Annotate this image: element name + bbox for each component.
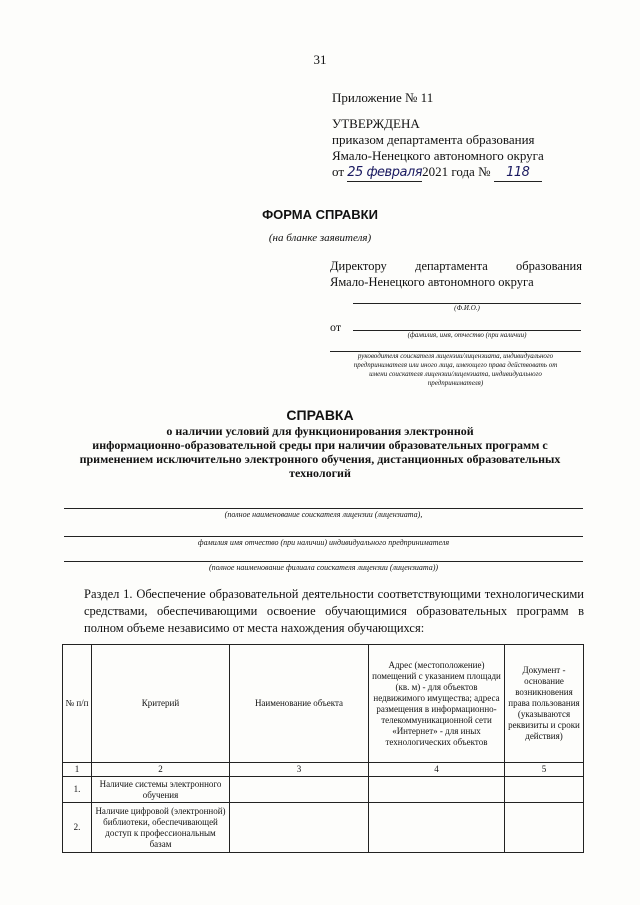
row-num: 1.: [63, 777, 92, 803]
approval-year: 2021 года №: [422, 164, 491, 179]
table-number-row: [63, 763, 584, 777]
row-criterion: Наличие системы электронного обучения: [92, 777, 230, 803]
from-caption: (фамилия, имя, отчество (при наличии): [407, 331, 527, 339]
row-criterion: Наличие цифровой (электронной) библиотеки, обеспечивающей доступ к профессиональным базам: [92, 803, 230, 853]
form-subtitle: (на бланке заявителя): [268, 232, 372, 244]
role-caption: руководителя соискателя лицензии/лицензиата, индивидуального предпринимателя или иного лица, имеющего права действовать от имени соискателя лицензии/лицензиата, индивидуального предпринимателя): [353, 352, 558, 387]
handwritten-date: 25 февраля: [347, 165, 423, 180]
approval-date-line: от 25 февраля2021 года № 118: [332, 164, 632, 182]
spravka-subtitle: о наличии условий для функционирования электронной информационно-образовательной среды при наличии образовательных программ с применением исключительно электронного обучения, дистанционных образовательных технологий: [79, 424, 561, 480]
header-object-name: Наименование объекта: [230, 645, 369, 763]
row-document[interactable]: [505, 803, 584, 853]
criteria-table: [62, 644, 584, 853]
header-num: № п/п: [63, 645, 92, 763]
col-number: 4: [369, 763, 505, 777]
row-address[interactable]: [369, 803, 505, 853]
fio-caption: (Ф.И.О.): [454, 304, 480, 312]
full-name-caption: (полное наименование соискателя лицензии (лицензиата),: [224, 510, 423, 519]
table-row: [63, 777, 584, 803]
approved-label: УТВЕРЖДЕНА: [332, 116, 420, 131]
header-document: Документ - основание возникновения права пользования (указываются реквизиты и сроки действия): [505, 645, 584, 763]
addressee-line-1: Директору департамента образования: [330, 259, 582, 273]
approval-line-1: приказом департамента образования: [332, 132, 535, 147]
entrepreneur-line: [64, 536, 583, 537]
table-row: [63, 803, 584, 853]
row-object-name[interactable]: [230, 777, 369, 803]
page-number: 31: [313, 52, 327, 67]
row-document[interactable]: [505, 777, 584, 803]
row-object-name[interactable]: [230, 803, 369, 853]
spravka-title: СПРАВКА: [286, 407, 354, 423]
approval-line-2: Ямало-Ненецкого автономного округа: [332, 148, 544, 163]
branch-caption: (полное наименование филиала соискателя лицензии (лицензиата)): [208, 563, 439, 572]
header-criterion: Критерий: [92, 645, 230, 763]
row-num: 2.: [63, 803, 92, 853]
approval-block: [332, 90, 632, 182]
full-name-line: [64, 508, 583, 509]
section-1-text: Раздел 1. Обеспечение образовательной деятельности соответствующими технологическими средствами, обеспечивающими освоение обучающимися образовательных программ в полном объеме независимо от места нахождения обучающихся:: [84, 587, 584, 635]
table-header-row: [63, 645, 584, 763]
col-number: 3: [230, 763, 369, 777]
entrepreneur-caption: фамилия имя отчество (при наличии) индивидуального предпринимателя: [197, 538, 450, 547]
col-number: 2: [92, 763, 230, 777]
from-label: от: [330, 320, 342, 334]
header-address: Адрес (местоположение) помещений с указанием площади (кв. м) - для объектов недвижимого имущества; адреса размещения в информационно-телекоммуникационной сети «Интернет» - для иных технологических объектов: [369, 645, 505, 763]
branch-line: [64, 561, 583, 562]
handwritten-number: 118: [494, 165, 542, 182]
form-title: ФОРМА СПРАВКИ: [262, 207, 378, 222]
row-address[interactable]: [369, 777, 505, 803]
col-number: 1: [63, 763, 92, 777]
addressee-block: [330, 258, 582, 290]
col-number: 5: [505, 763, 584, 777]
addressee-line-2: Ямало-Ненецкого автономного округа: [330, 275, 534, 289]
appendix-label: Приложение № 11: [332, 90, 434, 105]
